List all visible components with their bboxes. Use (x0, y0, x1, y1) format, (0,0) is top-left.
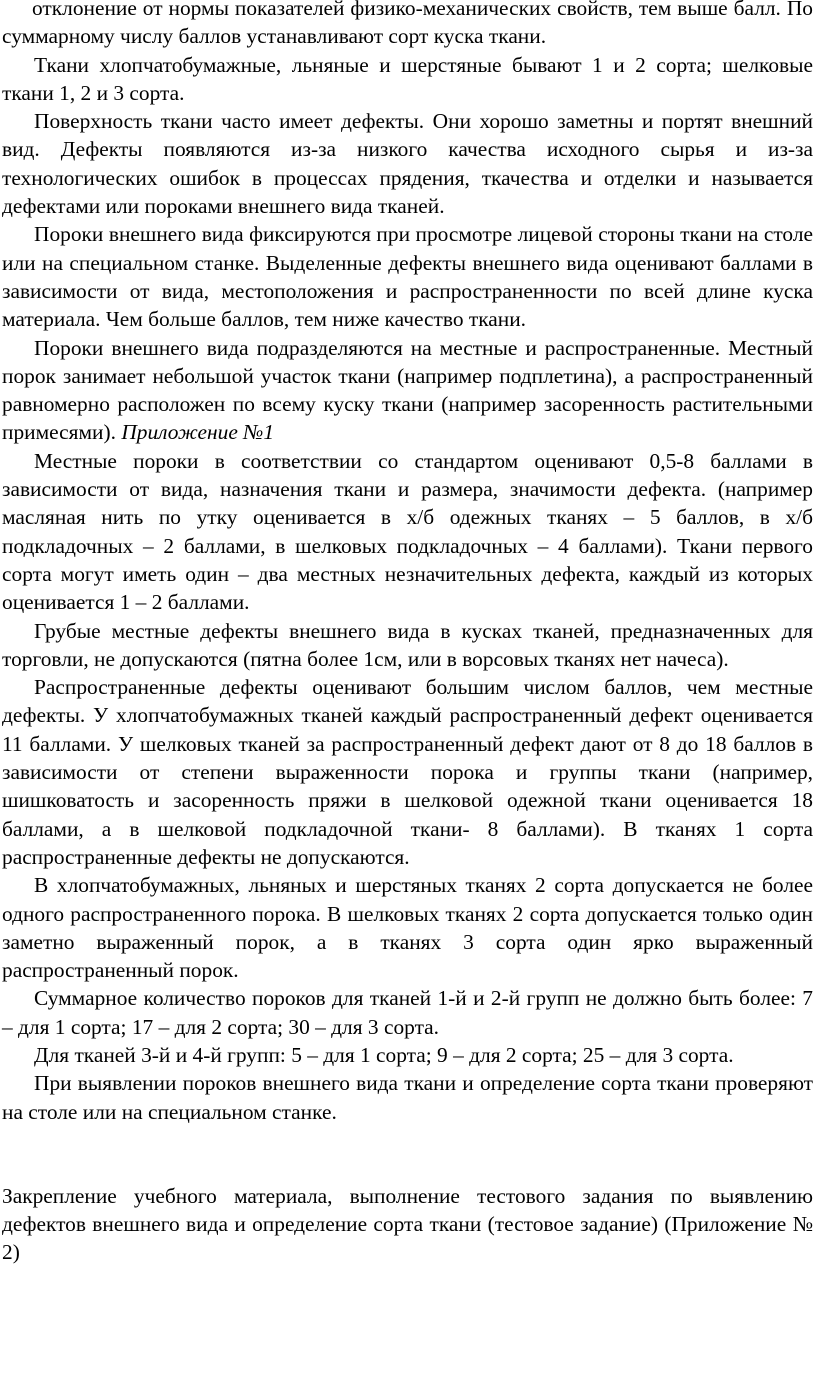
paragraph-5 (2, 334, 813, 447)
paragraph-7: Грубые местные дефекты внешнего вида в кусках тканей, предназначенных для торговли, не допускаются (пятна более 1см, или в ворсовых тканях нет начеса). (2, 618, 813, 671)
paragraph-8: Распространенные дефекты оценивают большим числом баллов, чем местные дефекты. У хлопчатобумажных тканей каждый распространенный дефект оценивается 11 баллами. У шелковых тканей за распространенный дефект дают от 8 до 18 баллов в зависимости от степени выраженности порока и группы ткани (например, шишковатость и засоренность пряжи в шелковой одежной ткани оценивается 18 баллами, а в шелковой подкладочной ткани- 8 баллами). В тканях 1 сорта распространенные дефекты не допускаются. (2, 675, 813, 869)
paragraph-10: Суммарное количество пороков для тканей 1-й и 2-й групп не должно быть более: 7 – для 1 сорта; 17 – для 2 сорта; 30 – для 3 сорта. (2, 986, 813, 1039)
final-paragraph: Закрепление учебного материала, выполнение тестового задания по выявлению дефектов внешнего вида и определение сорта ткани (тестовое задание) (Приложение № 2) (2, 1183, 813, 1265)
paragraph-12: При выявлении пороков внешнего вида ткани и определение сорта ткани проверяют на столе или на специальном станке. (2, 1071, 813, 1124)
paragraph-3: Поверхность ткани часто имеет дефекты. Они хорошо заметны и портят внешний вид. Дефекты появляются из-за низкого качества исходного сырья и из-за технологических ошибок в процессах прядения, ткачества и отделки и называется дефектами или пороками внешнего вида тканей. (2, 109, 813, 219)
paragraph-2: Ткани хлопчатобумажные, льняные и шерстяные бывают 1 и 2 сорта; шелковые ткани 1, 2 и 3 сорта. (2, 52, 813, 105)
paragraph-11: Для тканей 3-й и 4-й групп: 5 – для 1 сорта; 9 – для 2 сорта; 25 – для 3 сорта. (34, 1042, 734, 1067)
paragraph-1: отклонение от нормы показателей физико-механических свойств, тем выше балл. По суммарному числу баллов устанавливают сорт куска ткани. (2, 0, 813, 49)
paragraph-9: В хлопчатобумажных, льняных и шерстяных тканях 2 сорта допускается не более одного распространенного порока. В шелковых тканях 2 сорта допускается только один заметно выраженный порок, а в тканях 3 сорта один ярко выраженный распространенный порок. (2, 873, 813, 983)
appendix-1-reference: Приложение №1 (121, 420, 275, 445)
paragraph-5-text: Пороки внешнего вида подразделяются на местные и распространенные. Местный порок занимает небольшой участок ткани (например подплетина), а распространенный равномерно расположен по всему куску ткани (например засоренность растительными примесями). (2, 335, 813, 445)
section-spacer (2, 1126, 813, 1182)
paragraph-6: Местные пороки в соответствии со стандартом оценивают 0,5-8 баллами в зависимости от вида, назначения ткани и размера, значимости дефекта. (например масляная нить по утку оценивается в х/б одежных тканях – 5 баллов, в х/б подкладочных – 2 баллами, в шелковых подкладочных – 4 баллами). Ткани первого сорта могут иметь один – два местных незначительных дефекта, каждый из которых оценивается 1 – 2 баллами. (2, 448, 813, 615)
paragraph-4: Пороки внешнего вида фиксируются при просмотре лицевой стороны ткани на столе или на специальном станке. Выделенные дефекты внешнего вида оценивают баллами в зависимости от вида, местоположения и распространенности по всей длине куска материала. Чем больше баллов, тем ниже качество ткани. (2, 222, 813, 332)
